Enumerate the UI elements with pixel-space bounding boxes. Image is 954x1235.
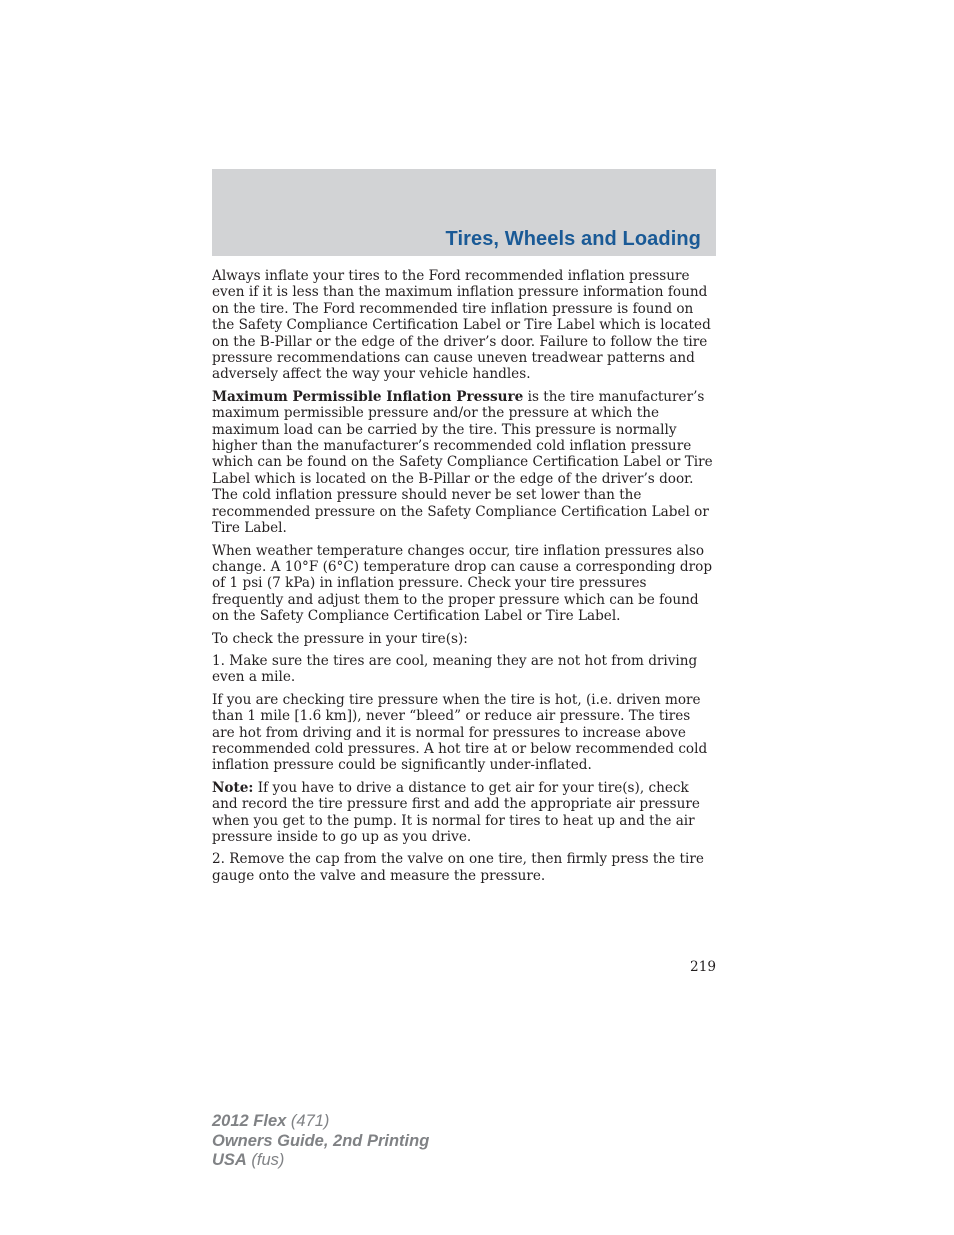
footer-line-market xyxy=(212,1151,429,1171)
step-1: 1. Make sure the tires are cool, meaning they are not hot from driving even a mile. xyxy=(212,652,698,686)
section-title: Tires, Wheels and Loading xyxy=(445,228,701,250)
footer-line-model xyxy=(212,1112,429,1132)
paragraph-maximum-pressure xyxy=(212,389,716,537)
footer-model: 2012 Flex xyxy=(212,1112,287,1130)
paragraph-temperature-changes: When weather temperature changes occur, tire inflation pressures also change. A 10°F (6°C) temperature drop can cause a corresponding drop of 1 psi (7 kPa) in inflation pressure. Check your tire pressures frequently and adjust them to the proper pressure which can be found on the Safety Compliance Certification Label or Tire Label. xyxy=(212,542,713,625)
paragraph-maximum-pressure-text: is the tire manufacturer’s maximum permissible pressure and/or the pressure at which the maximum load can be carried by the tire. This pressure is normally higher than the manufacturer’s recommended cold inflation pressure which can be found on the Safety Compliance Certification Label or Tire Label which is located on the B-Pillar or the edge of the driver’s door. The cold inflation pressure should never be set lower than the recommended pressure on the Safety Compliance Certification Label or Tire Label. xyxy=(212,388,713,537)
body-text xyxy=(212,268,716,890)
footer-guide: Owners Guide, 2nd Printing xyxy=(212,1131,430,1150)
paragraph-hot-tire: If you are checking tire pressure when the tire is hot, (i.e. driven more than 1 mile [1.6 km]), never “bleed” or reduce air pressure. The tires are hot from driving and it is normal for pressures to increase above recommended cold pressures. A hot tire at or below recommended cold inflation pressure could be significantly under-inflated. xyxy=(212,691,708,774)
paragraph-inflate-recommended: Always inflate your tires to the Ford recommended inflation pressure even if it is less than the maximum inflation pressure information found on the tire. The Ford recommended tire inflation pressure is found on the Safety Compliance Certification Label or Tire Label which is located on the B-Pillar or the edge of the driver’s door. Failure to follow the tire pressure recommendations can cause uneven treadwear patterns and adversely affect the way your vehicle handles. xyxy=(212,268,711,383)
section-header-band xyxy=(212,169,716,256)
note-text: If you have to drive a distance to get air for your tire(s), check and record the tire pressure first and add the appropriate air pressure when you get to the pump. It is normal for tires to heat up and the air pressure inside to go up as you drive. xyxy=(212,779,700,845)
term-maximum-permissible-pressure: Maximum Permissible Inflation Pressure xyxy=(212,388,524,405)
footer xyxy=(212,1112,429,1171)
paragraph-check-intro: To check the pressure in your tire(s): xyxy=(212,630,468,647)
footer-market-code: (fus) xyxy=(246,1151,285,1169)
note xyxy=(212,780,716,846)
footer-line-guide xyxy=(212,1132,429,1152)
page-number: 219 xyxy=(690,959,716,975)
note-label: Note: xyxy=(212,779,254,796)
footer-model-code: (471) xyxy=(286,1112,330,1130)
step-2: 2. Remove the cap from the valve on one tire, then firmly press the tire gauge onto the valve and measure the pressure. xyxy=(212,851,704,884)
footer-market: USA xyxy=(212,1151,247,1169)
